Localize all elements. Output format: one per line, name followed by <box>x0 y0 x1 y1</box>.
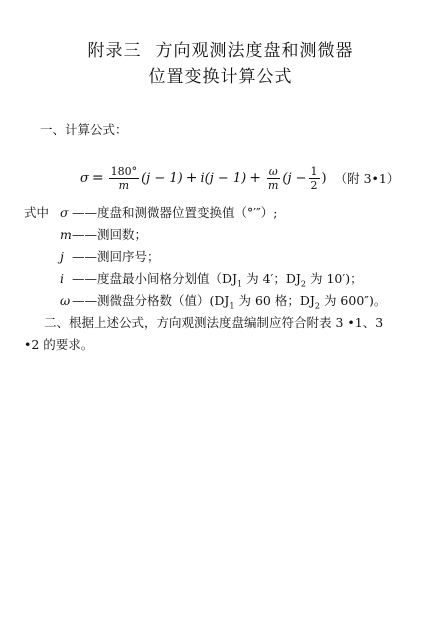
definition-sigma <box>60 203 277 221</box>
fraction-2-numerator: ω <box>268 164 278 178</box>
definition-text: ——测回数； <box>72 227 148 242</box>
fraction-3-denominator: 2 <box>310 178 318 192</box>
subscript: 2 <box>300 279 307 289</box>
section2-line1: 二、根据上述公式，方向观测法度盘编制应符合附表 3 •1、3 <box>44 315 384 330</box>
fraction-1-numerator: 180° <box>110 164 138 178</box>
definition-text: ——测微盘分格数（值）(DJ <box>72 293 230 308</box>
appendix-title-line1 <box>0 36 441 61</box>
definition-text-end: 为 600″)。 <box>319 293 387 308</box>
definition-i <box>60 269 363 289</box>
definition-text: ——测回序号； <box>72 249 160 264</box>
subscript: 2 <box>314 301 320 311</box>
subscript: 1 <box>229 301 235 311</box>
formula-term-3-close: ) <box>321 170 327 186</box>
definition-text-end: 为 10′)； <box>306 271 363 286</box>
formula-fraction-2 <box>266 165 280 192</box>
definition-symbol: ω <box>60 293 71 308</box>
definition-text-mid: 为 4′；DJ <box>242 271 301 286</box>
formula-lhs: σ <box>80 170 89 186</box>
appendix-title-main: 方向观测法度盘和测微器 <box>155 41 354 61</box>
definition-symbol: j <box>60 249 64 264</box>
formula-plus-1: + <box>185 170 198 186</box>
formula-fraction-1 <box>109 165 140 192</box>
formula-plus-2: + <box>249 170 261 186</box>
definition-text: ——度盘和测微器位置变换值（°′″）; <box>72 205 278 220</box>
definitions-lead: 式中 <box>24 205 50 220</box>
definition-m <box>60 225 147 243</box>
formula-term-3-open: (j − <box>282 170 307 186</box>
definition-symbol: i <box>60 271 64 286</box>
fraction-1-denominator: m <box>118 178 130 192</box>
formula-equals: = <box>91 170 104 186</box>
definition-text-mid: 为 60 格；DJ <box>234 293 315 308</box>
formula-fraction-3 <box>309 165 320 192</box>
formula-term-2: (j − 1) <box>204 170 247 186</box>
formula <box>80 160 399 196</box>
formula-term-2-var: i <box>200 170 205 186</box>
definition-symbol: σ <box>60 205 69 220</box>
appendix-number: 附录三 <box>87 41 142 61</box>
definition-text: ——度盘最小间格分划值（DJ <box>72 271 238 286</box>
formula-term-1: (j − 1) <box>141 170 183 186</box>
fraction-2-denominator: m <box>267 178 279 192</box>
subscript: 1 <box>237 279 243 289</box>
definition-omega <box>60 291 386 311</box>
definition-symbol: m <box>60 227 72 242</box>
section1-heading: 一、计算公式： <box>40 122 128 137</box>
appendix-title-line2: 位置变换计算公式 <box>148 67 293 87</box>
fraction-3-numerator: 1 <box>310 164 318 178</box>
section2-line2: •2 的要求。 <box>24 337 94 352</box>
definition-j <box>60 247 160 265</box>
equation-tag: （附 3•1） <box>334 171 400 186</box>
